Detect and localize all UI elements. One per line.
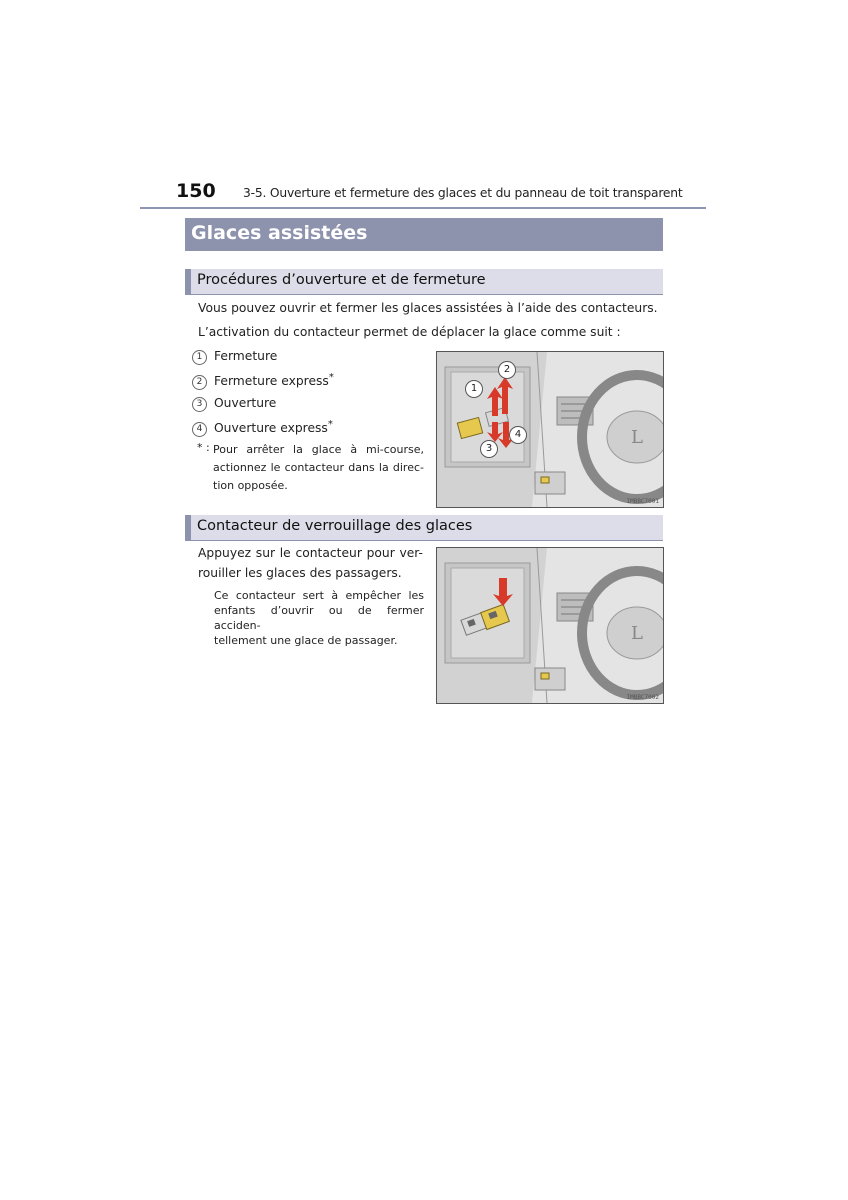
window-switch-illustration: [436, 351, 664, 508]
page-number: 150: [176, 180, 216, 202]
footnote-line: actionnez le contacteur dans la direc-: [213, 461, 424, 474]
section-underline: [185, 540, 663, 541]
circled-number: 2: [192, 375, 207, 390]
list-item-label: Fermeture express: [214, 374, 329, 388]
section-underline: [185, 294, 663, 295]
list-item-label: Ouverture: [214, 396, 277, 410]
section-heading-text: Contacteur de verrouillage des glaces: [197, 518, 473, 534]
list-item: [192, 372, 334, 390]
car-interior-drawing: [437, 548, 663, 703]
page-title-bar: [185, 218, 663, 251]
lock-note-line: tellement une glace de passager.: [214, 634, 398, 647]
list-item: [192, 419, 333, 437]
list-item: [192, 349, 277, 365]
lock-note-line: Ce contacteur sert à empêcher les: [214, 589, 424, 602]
footnote-line: Pour arrêter la glace à mi-course,: [213, 443, 424, 456]
lock-switch-illustration: [436, 547, 664, 704]
footnote-line: tion opposée.: [213, 479, 288, 492]
svg-text:L: L: [631, 427, 643, 448]
section-accent: [185, 515, 191, 540]
section-accent: [185, 269, 191, 294]
lock-note: [214, 588, 424, 648]
callout-3: 3: [480, 440, 498, 458]
footnote-marker: * :: [197, 441, 210, 454]
intro-paragraph: Vous pouvez ouvrir et fermer les glaces assistées à l’aide des contacteurs.: [198, 301, 658, 315]
running-header: 3-5. Ouverture et fermeture des glaces et du panneau de toit transparent: [243, 186, 683, 200]
callout-4: 4: [509, 426, 527, 444]
callout-1: 1: [465, 380, 483, 398]
section-heading-text: Procédures d’ouverture et de fermeture: [197, 272, 486, 288]
list-item-label: Fermeture: [214, 349, 278, 363]
footnote: [213, 441, 424, 495]
figure-code: IMBBC7001: [626, 498, 659, 505]
list-item: [192, 396, 276, 412]
callout-2: 2: [498, 361, 516, 379]
section-heading-lock-switch: [185, 515, 663, 540]
header-rule: [140, 207, 706, 209]
activation-paragraph: L’activation du contacteur permet de déplacer la glace comme suit :: [198, 325, 621, 339]
figure-code: IMBBC7002: [626, 694, 659, 701]
list-item-label: Ouverture express: [214, 421, 328, 435]
lock-note-line: enfants d’ouvrir ou de fermer acciden-: [214, 604, 424, 632]
circled-number: 4: [192, 422, 207, 437]
lock-paragraph-line: rouiller les glaces des passagers.: [198, 566, 402, 580]
lock-paragraph-line: Appuyez sur le contacteur pour ver-: [198, 546, 423, 560]
section-heading-procedures: [185, 269, 663, 294]
circled-number: 1: [192, 350, 207, 365]
circled-number: 3: [192, 397, 207, 412]
page-title: Glaces assistées: [191, 222, 368, 244]
asterisk-marker: *: [328, 372, 334, 383]
asterisk-marker: *: [327, 419, 333, 430]
svg-text:L: L: [631, 623, 643, 644]
car-interior-drawing: [437, 352, 663, 507]
